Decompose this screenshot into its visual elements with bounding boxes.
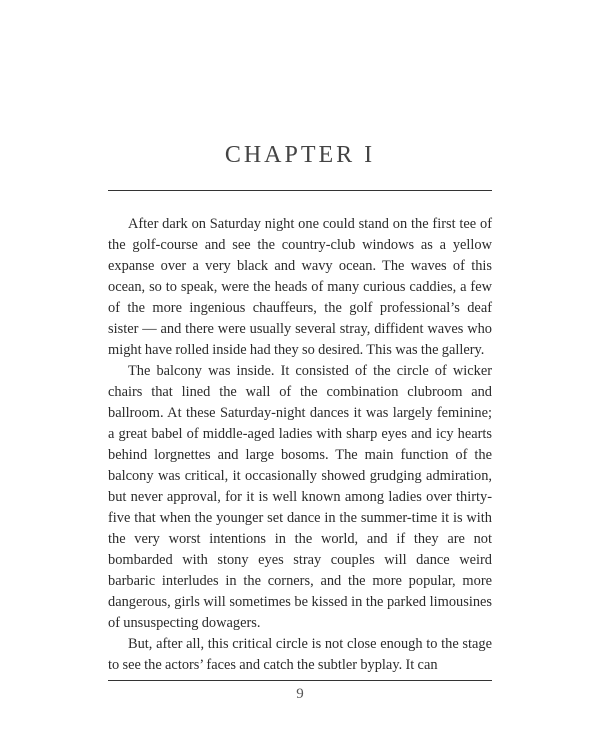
bottom-rule-divider	[108, 680, 492, 681]
paragraph: The balcony was inside. It consisted of the circle of wicker chairs that lined the wall of the combination clubroom and ballroom. At these Saturday-night dances it was largely feminine; a great babel of middle-aged ladies with sharp eyes and icy hearts behind lorgnettes and large bosoms. The main function of the balcony was critical, it occasionally showed grudging admiration, but never approval, for it is well known among ladies over thirty-five that when the younger set dance in the summer-time it is with the very worst intentions in the world, and if they are not bombarded with stony eyes stray couples will dance weird barbaric interludes in the corners, and the more popular, more dangerous, girls will sometimes be kissed in the parked limousines of unsuspecting dowagers.	[108, 363, 492, 631]
chapter-body	[108, 214, 492, 676]
paragraph: After dark on Saturday night one could stand on the first tee of the golf-course and see the country-club windows as a yellow expanse over a very black and wavy ocean. The waves of this ocean, so to speak, were the heads of many curious caddies, a few of the more ingenious chauffeurs, the golf professional’s deaf sister — and there were usually several stray, diffident waves who might have rolled inside had they so desired. This was the gallery.	[108, 216, 492, 358]
chapter-title: CHAPTER I	[224, 142, 376, 168]
paragraph: But, after all, this critical circle is not close enough to the stage to see the actors’ faces and catch the subtler byplay. It can	[108, 636, 492, 673]
top-rule-divider	[108, 190, 492, 191]
page-number: 9	[296, 686, 304, 702]
